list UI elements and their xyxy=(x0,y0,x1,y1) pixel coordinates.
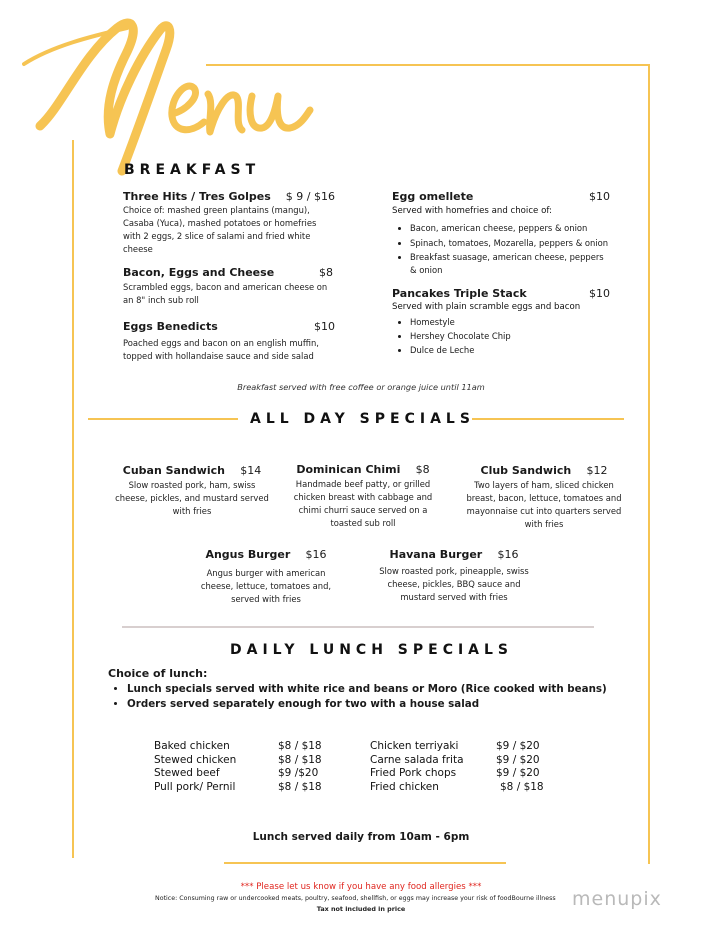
list-item: • Homestyle xyxy=(410,315,610,329)
dish-price: $8 / $18 xyxy=(278,780,322,793)
all-day-item-cuban xyxy=(112,459,272,518)
item-price: $12 xyxy=(586,464,608,477)
pancakes-subtitle: Served with plain scramble eggs and bacon xyxy=(392,302,581,312)
list-item: • Dulce de Leche xyxy=(410,343,610,357)
dish-name: Stewed beef xyxy=(154,767,220,779)
dish-name: Carne salada frita xyxy=(370,753,464,766)
all-day-item-chimi xyxy=(286,458,440,530)
divider-left xyxy=(88,418,238,420)
breakfast-item-omelette xyxy=(392,190,610,277)
dish-price: $8 / $18 xyxy=(278,753,322,766)
dish-price: $9 /$20 xyxy=(278,767,319,779)
item-price: $16 xyxy=(305,548,327,561)
table-row xyxy=(370,781,544,795)
item-description: Slow roasted pork, pineapple, swiss cheese, pickles, BBQ sauce and mustard served with fries xyxy=(379,566,529,602)
menu-script-logo xyxy=(22,6,322,176)
breakfast-title: BREAKFAST xyxy=(124,162,261,178)
all-day-item-angus xyxy=(196,543,336,606)
table-row xyxy=(154,740,322,754)
breakfast-item-eggs-benedicts xyxy=(123,320,335,363)
item-price: $10 xyxy=(314,320,335,333)
lunch-title: DAILY LUNCH SPECIALS xyxy=(230,642,514,658)
dish-price: $9 / $20 xyxy=(496,740,540,752)
item-description: Slow roasted pork, ham, swiss cheese, pickles, and mustard served with fries xyxy=(115,480,269,516)
omelette-subtitle: Served with homefries and choice of: xyxy=(392,206,552,216)
item-price: $ 9 / $16 xyxy=(285,190,335,203)
item-name: Club Sandwich xyxy=(480,464,572,477)
lunch-bullets xyxy=(110,682,647,712)
item-name: Pancakes Triple Stack xyxy=(392,287,527,300)
item-description: Handmade beef patty, or grilled chicken breast with cabbage and chimi churri sauce served on a toasted sub roll xyxy=(293,479,433,528)
item-description: Scrambled eggs, bacon and american cheese on an 8" inch sub roll xyxy=(123,282,328,305)
lunch-served-note: Lunch served daily from 10am - 6pm xyxy=(252,831,470,843)
item-name: Eggs Benedicts xyxy=(123,320,218,333)
menupix-watermark: menupix xyxy=(572,888,662,910)
dish-name: Fried Pork chops xyxy=(370,767,457,779)
item-price: $14 xyxy=(240,464,262,477)
pancakes-options xyxy=(392,315,610,357)
all-day-item-havana xyxy=(376,543,532,604)
dish-price: $8 / $18 xyxy=(278,740,322,752)
item-name: Egg omellete xyxy=(392,190,474,203)
breakfast-item-three-hits xyxy=(123,190,335,256)
item-name: Cuban Sandwich xyxy=(122,464,225,477)
list-item: • Lunch specials served with white rice and beans or Moro (Rice cooked with beans) xyxy=(127,682,647,697)
table-row xyxy=(154,781,322,795)
item-name: Bacon, Eggs and Cheese xyxy=(123,266,275,279)
divider-gray xyxy=(122,626,594,628)
list-item: • Spinach, tomatoes, Mozarella, peppers & onion xyxy=(410,236,610,251)
list-item: • Hershey Chocolate Chip xyxy=(410,329,610,343)
table-row xyxy=(370,767,544,781)
breakfast-note: Breakfast served with free coffee or orange juice until 11am xyxy=(237,382,485,392)
frame-left-line xyxy=(72,140,74,858)
item-price: $8 xyxy=(415,463,430,476)
lunch-choice-label: Choice of lunch: xyxy=(108,667,208,680)
item-description: Poached eggs and bacon on an english muffin, topped with hollandaise sauce and side salad xyxy=(123,338,319,361)
item-price: $16 xyxy=(497,548,519,561)
item-description: Angus burger with american cheese, lettuce, tomatoes and, served with fries xyxy=(200,568,332,604)
item-name: Dominican Chimi xyxy=(296,463,401,476)
item-name: Three Hits / Tres Golpes xyxy=(123,190,271,203)
item-price: $10 xyxy=(589,190,610,203)
all-day-item-club xyxy=(462,459,626,531)
item-description: Choice of: mashed green plantains (mangu), Casaba (Yuca), mashed potatoes or homefries with 2 eggs, 2 slice of salami and fried white cheese xyxy=(123,205,317,254)
dish-name: Baked chicken xyxy=(154,740,230,752)
item-description: Two layers of ham, sliced chicken breast, bacon, lettuce, tomatoes and mayonnaise cut into quarters served with fries xyxy=(466,480,622,529)
frame-right-line xyxy=(648,64,650,864)
dish-name: Stewed chicken xyxy=(154,753,237,766)
dish-price: $9 / $20 xyxy=(496,753,540,766)
item-price: $8 xyxy=(319,266,333,279)
lunch-right-table xyxy=(370,740,544,794)
omelette-options xyxy=(392,221,610,277)
dish-name: Chicken terriyaki xyxy=(370,740,459,752)
list-item: • Bacon, american cheese, peppers & onion xyxy=(410,221,610,236)
lunch-left-table xyxy=(154,740,322,794)
list-item: • Breakfast suasage, american cheese, peppers & onion xyxy=(410,251,610,277)
table-row xyxy=(370,754,544,768)
table-row xyxy=(370,740,544,754)
divider-right xyxy=(472,418,624,420)
item-price: $10 xyxy=(589,287,610,300)
breakfast-item-bacon-eggs-cheese xyxy=(123,266,335,307)
dish-price: $8 / $18 xyxy=(500,780,544,793)
dish-price: $9 / $20 xyxy=(496,767,540,779)
all-day-title: ALL DAY SPECIALS xyxy=(250,411,475,427)
dish-name: Pull pork/ Pernil xyxy=(154,780,236,793)
table-row xyxy=(154,767,322,781)
tax-note: Tax not included in price xyxy=(316,905,406,913)
item-name: Angus Burger xyxy=(205,548,291,561)
consumption-notice: Notice: Consuming raw or undercooked meats, poultry, seafood, shellfish, or eggs may increase your risk of foodBourne illness xyxy=(155,895,556,902)
allergy-notice: *** Please let us know if you have any food allergies *** xyxy=(240,882,482,892)
breakfast-item-pancakes xyxy=(392,287,610,357)
dish-name: Fried chicken xyxy=(370,780,439,793)
table-row xyxy=(154,754,322,768)
item-name: Havana Burger xyxy=(389,548,483,561)
list-item: • Orders served separately enough for two with a house salad xyxy=(127,697,647,712)
divider-bottom xyxy=(224,862,506,864)
